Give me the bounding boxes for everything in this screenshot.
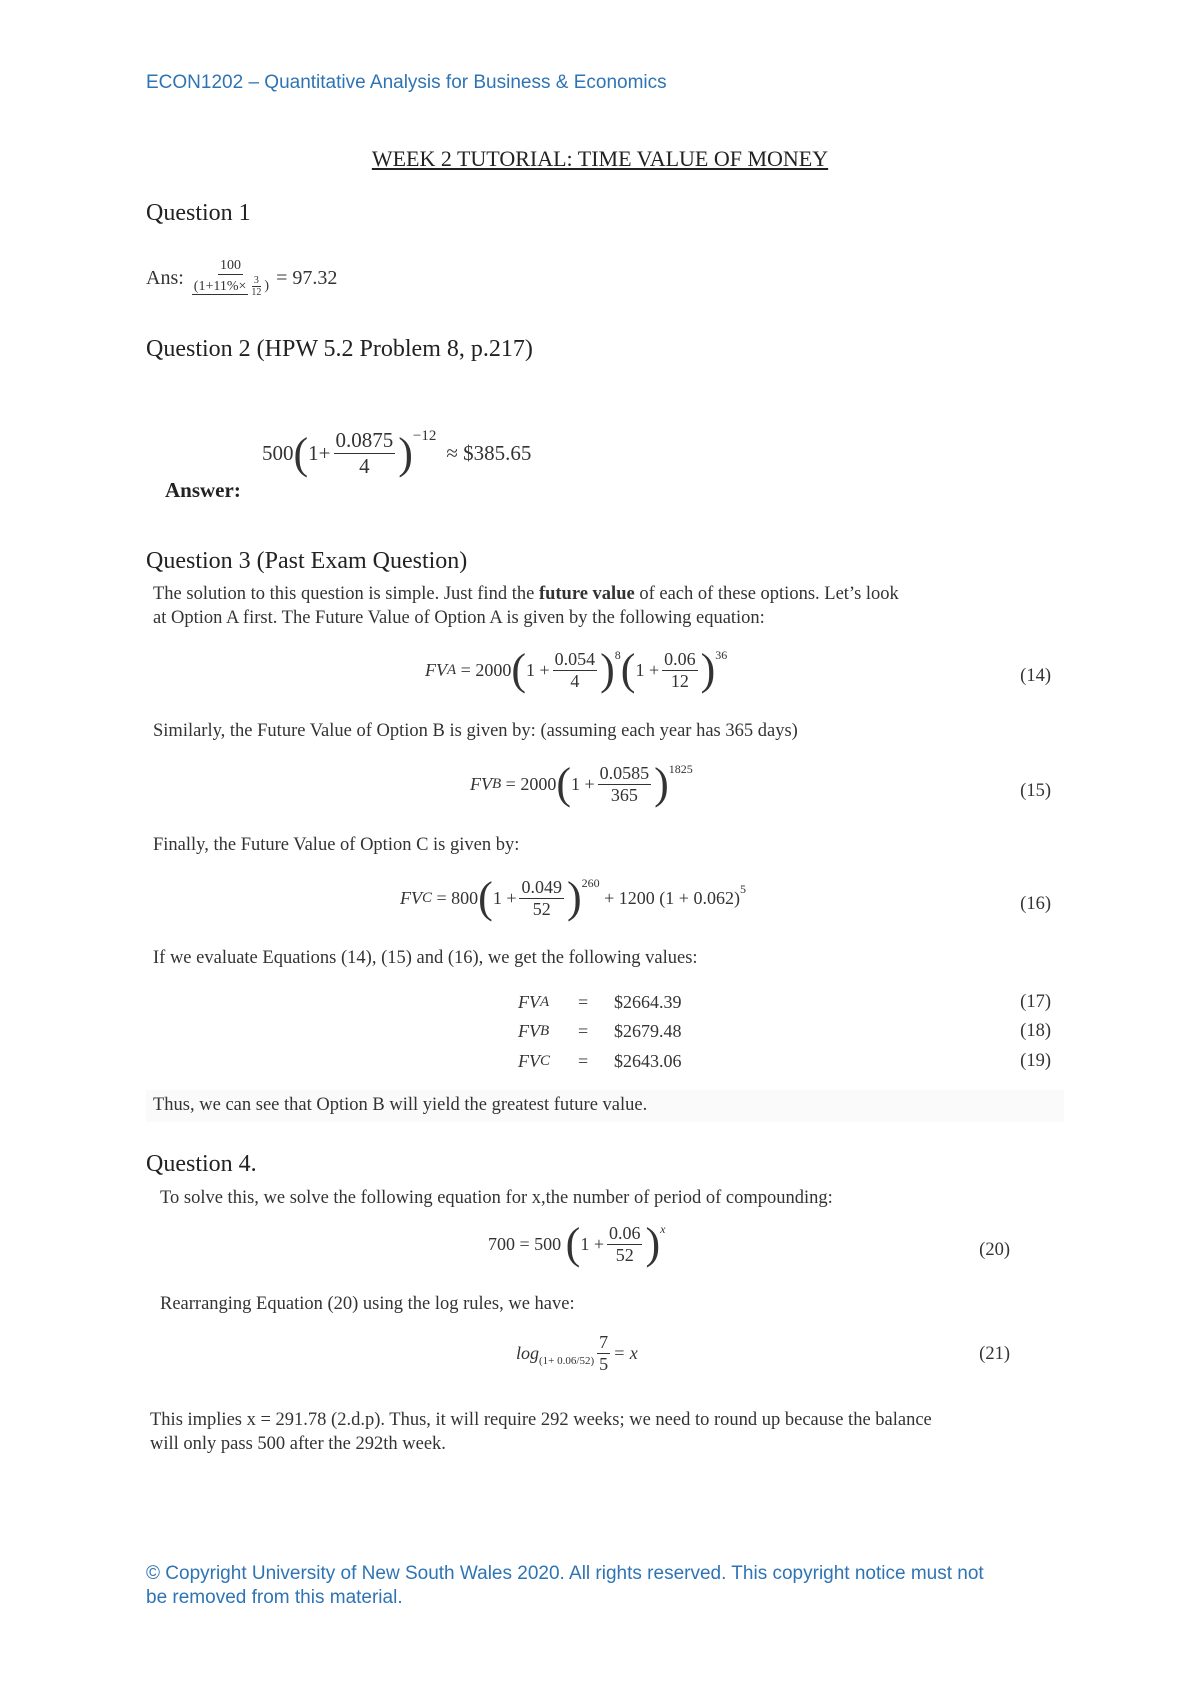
one-plus: 1+ (308, 441, 331, 465)
q3-paragraph-1b: at Option A first. The Future Value of Option A is given by the following equation: (153, 608, 765, 628)
q3-paragraph-2: Similarly, the Future Value of Option B is given by: (assuming each year has 365 days) (153, 721, 798, 741)
fraction-numerator: 100 (219, 258, 241, 273)
copyright-line-2: be removed from this material. (146, 1587, 403, 1608)
q3-paragraph-1: The solution to this question is simple. Just find the future value of each of these options. Let’s look (153, 584, 899, 604)
result-row: FV A = $2664.39 (518, 992, 682, 1012)
question-3-heading: Question 3 (Past Exam Question) (146, 548, 468, 574)
inner-den: 12 (251, 287, 262, 298)
equation-number-18: (18) (1020, 1021, 1051, 1041)
answer-label: Answer: (165, 478, 241, 502)
result-row: FV B = $2679.48 (518, 1021, 682, 1041)
equation-number-16: (16) (1020, 894, 1051, 914)
question-4-heading: Question 4. (146, 1151, 257, 1177)
question-2-heading: Question 2 (HPW 5.2 Problem 8, p.217) (146, 336, 533, 362)
q4-paragraph-3: This implies x = 291.78 (2.d.p). Thus, it will require 292 weeks; we need to round up because the balance (150, 1410, 932, 1430)
equation-number-19: (19) (1020, 1051, 1051, 1071)
equation-number-15: (15) (1020, 781, 1051, 801)
equation-15: FV B = 2000 ( 1 + $\frac{0.0585}{365}$ ) $^{1825}$ (470, 759, 693, 808)
inner-num: 3 (253, 275, 259, 286)
equation-21: log $_{(1+ 0.06/52)}$ $\frac{7}{5}$ = x (516, 1332, 638, 1374)
result-row: FV C = $2643.06 (518, 1051, 682, 1071)
den: 4 (359, 454, 370, 478)
equation-number-20: (20) (979, 1240, 1010, 1260)
q4-paragraph-1: To solve this, we solve the following equation for x,the number of period of compounding: (160, 1188, 833, 1208)
question-1-heading: Question 1 (146, 200, 251, 226)
copyright-line-1: © Copyright University of New South Wales 2020. All rights reserved. This copyright notice must not (146, 1563, 984, 1584)
equation-20: 700 = 500 ( 1 + $\frac{0.06}{52}$ ) $^x$ (488, 1219, 666, 1268)
fraction-denominator: (1+11%× (193, 278, 247, 294)
ans-label: Ans: (146, 266, 184, 289)
q4-paragraph-2: Rearranging Equation (20) using the log rules, we have: (160, 1294, 575, 1314)
exponent: −12 (412, 428, 437, 444)
num: 0.0875 (335, 428, 394, 452)
equation-16: FV C = 800 ( 1 + $\frac{0.049}{52}$ ) $^{260}$ + 1200 (1 + 0.062) $^5$ (400, 873, 746, 922)
question-2-equation: 500 ( 1+ $\frac{0.0875}{4}$ ) $^{-12}$ ≈ $385.65 (262, 428, 532, 478)
equation-number-14: (14) (1020, 666, 1051, 686)
equation-14: FV A = 2000 ( 1 + $\frac{0.054}{4}$ ) $^8$ ( 1 + $\frac{0.06}{12}$ ) $^{36}$ (425, 645, 728, 694)
coef: 500 (262, 441, 294, 465)
q1-result: = 97.32 (276, 266, 338, 289)
close-paren: ) (264, 278, 270, 294)
q3-conclusion: Thus, we can see that Option B will yield the greatest future value. (153, 1095, 648, 1115)
q4-paragraph-4: will only pass 500 after the 292th week. (150, 1434, 446, 1454)
page-title: WEEK 2 TUTORIAL: TIME VALUE OF MONEY (371, 146, 829, 171)
q3-paragraph-4: If we evaluate Equations (14), (15) and (16), we get the following values: (153, 948, 698, 968)
q2-result: ≈ $385.65 (446, 441, 532, 465)
course-header: ECON1202 – Quantitative Analysis for Business & Economics (146, 72, 667, 93)
question-1-answer (146, 258, 337, 298)
equation-number-21: (21) (979, 1344, 1010, 1364)
q3-paragraph-3: Finally, the Future Value of Option C is given by: (153, 835, 520, 855)
equation-number-17: (17) (1020, 992, 1051, 1012)
